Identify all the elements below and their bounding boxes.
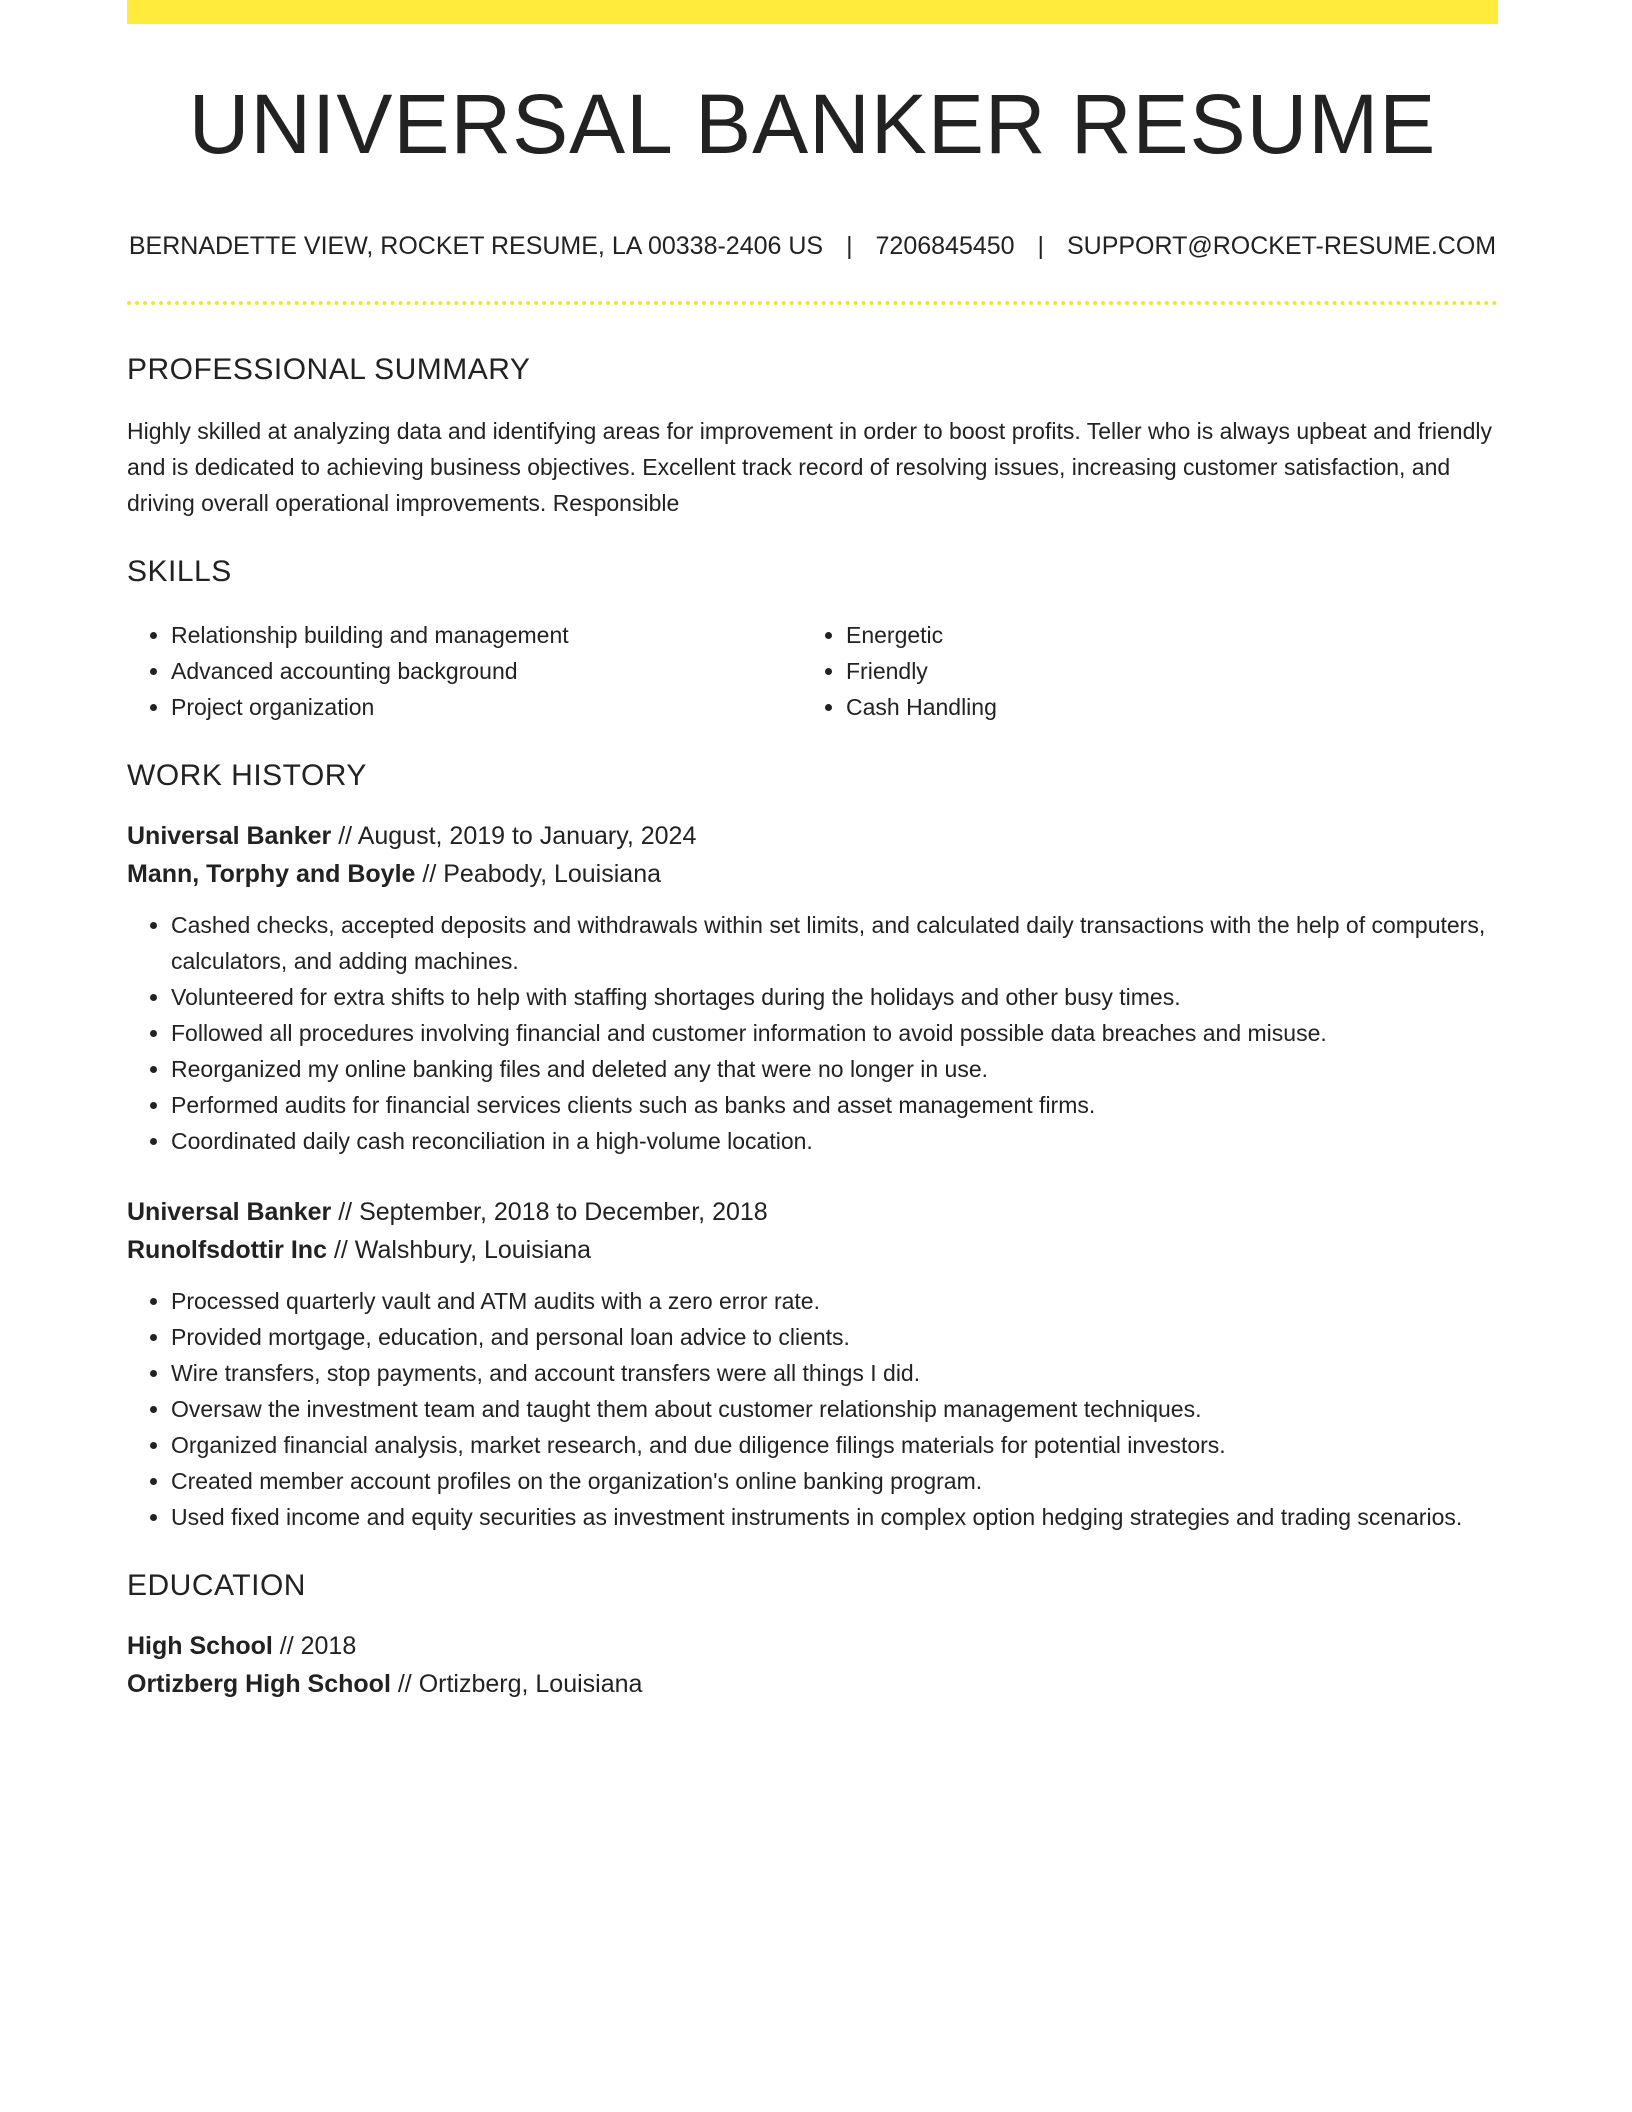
job-dates: // August, 2019 to January, 2024 [338,822,697,850]
job-bullet: • Followed all procedures involving financial and customer information to avoid possible data breaches and misuse. [171,1015,1498,1051]
job-entry [127,1193,1498,1535]
education-school: Ortizberg High School [127,1670,391,1698]
job-bullet: • Created member account profiles on the organization's online banking program. [171,1463,1498,1499]
job-bullet: • Processed quarterly vault and ATM audits with a zero error rate. [171,1283,1498,1319]
resume-page [127,0,1498,1703]
top-accent-bar [127,0,1498,24]
contact-email: SUPPORT@ROCKET-RESUME.COM [1066,232,1497,260]
job-bullets [127,907,1498,1159]
contact-line [127,232,1498,261]
skill-item: • Advanced accounting background [171,653,802,689]
job-bullet: • Cashed checks, accepted deposits and withdrawals within set limits, and calculated daily transactions with the help of computers, calculators, and adding machines. [171,907,1498,979]
contact-address: BERNADETTE VIEW, ROCKET RESUME, LA 00338-2406 US [128,232,824,260]
skill-item: • Relationship building and management [171,617,802,653]
contact-separator: | [846,232,853,260]
job-bullet: • Reorganized my online banking files and deleted any that were no longer in use. [171,1051,1498,1087]
skills-column-right [802,617,1477,725]
job-location: // Walshbury, Louisiana [333,1236,592,1264]
job-company-line [127,855,1498,893]
skill-item: • Cash Handling [846,689,1477,725]
job-entry [127,817,1498,1159]
job-role: Universal Banker [127,1198,332,1226]
skills-column-left [127,617,802,725]
job-dates: // September, 2018 to December, 2018 [338,1198,768,1226]
job-role: Universal Banker [127,822,332,850]
skills-heading: SKILLS [127,555,232,588]
job-title-line [127,817,1498,855]
job-company: Mann, Torphy and Boyle [127,860,416,888]
contact-phone: 7206845450 [875,232,1015,260]
skill-item: • Project organization [171,689,802,725]
job-bullet: • Performed audits for financial services clients such as banks and asset management firms. [171,1087,1498,1123]
education-school-line [127,1665,1498,1703]
skill-item: • Energetic [846,617,1477,653]
education-degree: High School [127,1632,273,1660]
job-bullet: • Coordinated daily cash reconciliation in a high-volume location. [171,1123,1498,1159]
job-company-line [127,1231,1498,1269]
education-year: // 2018 [279,1632,357,1660]
job-company: Runolfsdottir Inc [127,1236,327,1264]
job-bullet: • Oversaw the investment team and taught them about customer relationship management techniques. [171,1391,1498,1427]
education-degree-line [127,1627,1498,1665]
job-bullet: • Wire transfers, stop payments, and account transfers were all things I did. [171,1355,1498,1391]
job-bullets [127,1283,1498,1535]
job-bullet: • Organized financial analysis, market research, and due diligence filings materials for potential investors. [171,1427,1498,1463]
resume-title: UNIVERSAL BANKER RESUME [188,77,1437,171]
job-bullet: • Volunteered for extra shifts to help with staffing shortages during the holidays and other busy times. [171,979,1498,1015]
work-history-heading: WORK HISTORY [127,759,367,792]
education-location: // Ortizberg, Louisiana [397,1670,643,1698]
job-location: // Peabody, Louisiana [422,860,662,888]
skills-list [127,617,1498,725]
job-bullet: • Used fixed income and equity securities as investment instruments in complex option hedging strategies and trading scenarios. [171,1499,1498,1535]
job-bullet: • Provided mortgage, education, and personal loan advice to clients. [171,1319,1498,1355]
job-title-line [127,1193,1498,1231]
education-heading: EDUCATION [127,1569,306,1602]
header-divider [127,301,1498,305]
summary-text: Highly skilled at analyzing data and identifying areas for improvement in order to boost profits. Teller who is always upbeat and friendly and is dedicated to achieving business objectives. Excellent track record of resolving issues, increasing customer satisfaction, and driving overall operational improvements. Responsible [127,418,1492,516]
contact-separator: | [1037,232,1045,260]
skill-item: • Friendly [846,653,1477,689]
summary-heading: PROFESSIONAL SUMMARY [127,353,531,386]
